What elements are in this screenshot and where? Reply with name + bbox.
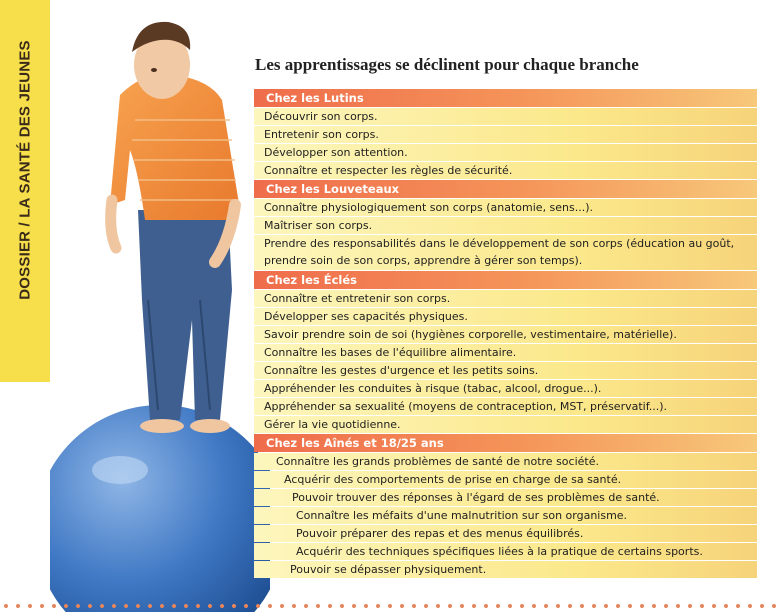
list-item: Acquérir des techniques spécifiques liées à la pratique de certains sports. <box>254 543 757 560</box>
list-item: Pouvoir préparer des repas et des menus équilibrés. <box>254 525 757 542</box>
side-label: DOSSIER / LA SANTÉ DES JEUNES <box>16 40 34 300</box>
list-item: Connaître les bases de l'équilibre alimentaire. <box>254 344 757 361</box>
section-header-aines: Chez les Aînés et 18/25 ans <box>254 434 757 452</box>
list-item: Connaître et respecter les règles de sécurité. <box>254 162 757 179</box>
list-item: Acquérir des comportements de prise en charge de sa santé. <box>254 471 757 488</box>
list-item <box>254 235 757 270</box>
section-header-ecles: Chez les Éclés <box>254 271 757 289</box>
list-item: Gérer la vie quotidienne. <box>254 416 757 433</box>
dotted-border <box>0 602 777 610</box>
list-item-line: prendre soin de son corps, apprendre à gérer son temps). <box>264 254 583 267</box>
list-item: Pouvoir se dépasser physiquement. <box>254 561 757 578</box>
jeans <box>138 210 232 420</box>
list-item: Développer ses capacités physiques. <box>254 308 757 325</box>
list-item: Maîtriser son corps. <box>254 217 757 234</box>
side-tab <box>0 0 50 382</box>
exercise-ball <box>50 405 270 612</box>
list-item-line: Prendre des responsabilités dans le développement de son corps (éducation au goût, <box>264 237 735 250</box>
list-item: Connaître et entretenir son corps. <box>254 290 757 307</box>
list-item: Savoir prendre soin de soi (hygiènes corporelle, vestimentaire, matérielle). <box>254 326 757 343</box>
section-header-lutins: Chez les Lutins <box>254 89 757 107</box>
list-item: Appréhender sa sexualité (moyens de contraception, MST, préservatif...). <box>254 398 757 415</box>
list-item: Connaître physiologiquement son corps (anatomie, sens...). <box>254 199 757 216</box>
list-item: Connaître les grands problèmes de santé de notre société. <box>254 453 757 470</box>
page-heading: Les apprentissages se déclinent pour chaque branche <box>255 55 639 74</box>
list-item: Appréhender les conduites à risque (tabac, alcool, drogue...). <box>254 380 757 397</box>
list-item: Connaître les gestes d'urgence et les petits soins. <box>254 362 757 379</box>
section-header-louveteaux: Chez les Louveteaux <box>254 180 757 198</box>
boy-on-ball-photo <box>50 0 270 612</box>
list-item: Connaître les méfaits d'une malnutrition sur son organisme. <box>254 507 757 524</box>
list-item: Développer son attention. <box>254 144 757 161</box>
orange-shirt <box>110 74 240 220</box>
list-item: Pouvoir trouver des réponses à l'égard de ses problèmes de santé. <box>254 489 757 506</box>
list-item: Découvrir son corps. <box>254 108 757 125</box>
list-item: Entretenir son corps. <box>254 126 757 143</box>
branches-table <box>254 89 757 579</box>
